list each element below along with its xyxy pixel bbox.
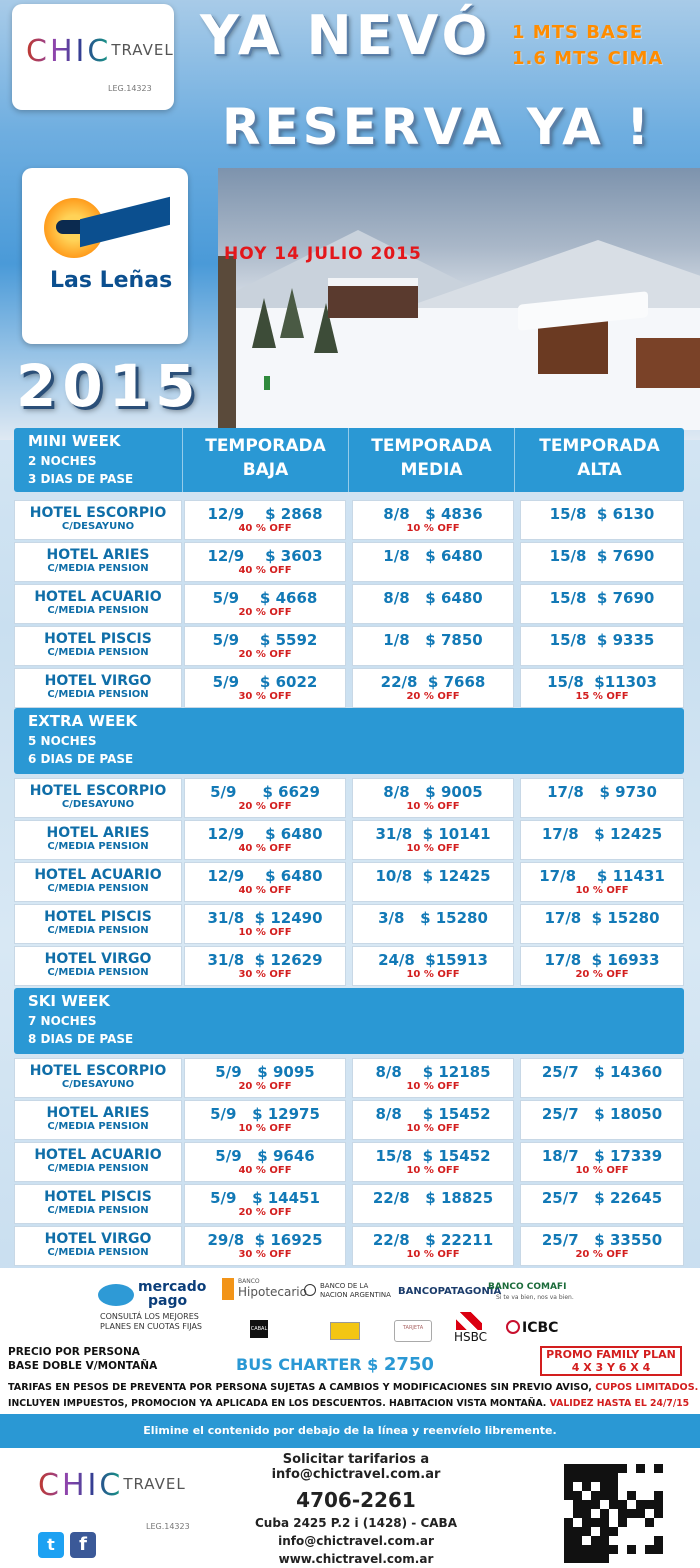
baja-price-cell — [184, 946, 346, 986]
mercadopago-handshake-icon — [98, 1284, 134, 1306]
discount-label: 20 % OFF — [238, 607, 292, 618]
hotel-sub: C/MEDIA PENSION — [47, 1247, 149, 1258]
address: Cuba 2425 P.2 i (1428) - CABA — [255, 1516, 457, 1530]
media-price-cell — [352, 668, 514, 708]
hotel-sub: C/MEDIA PENSION — [47, 967, 149, 978]
price-value: 15/8 $ 6130 — [549, 505, 655, 523]
discount-label: 10 % OFF — [406, 969, 460, 980]
year-title: 2015 — [16, 352, 202, 420]
hotel-sub: C/MEDIA PENSION — [47, 1121, 149, 1132]
snow-base-note: 1 MTS BASE — [512, 22, 644, 43]
table-row — [14, 1226, 684, 1266]
nacion-icon — [304, 1284, 316, 1296]
hotel-name: HOTEL PISCIS — [44, 1189, 152, 1205]
disclaimer-line2 — [8, 1398, 689, 1409]
alta-price-cell — [520, 626, 684, 666]
discount-label: 20 % OFF — [238, 1207, 292, 1218]
section-pass-days: 8 DIAS DE PASE — [28, 1032, 134, 1046]
price-value: 3/8 $ 15280 — [378, 909, 488, 927]
hotel-cell — [14, 862, 182, 902]
table-row — [14, 1184, 684, 1224]
icbc-icon — [506, 1320, 520, 1334]
price-value: 5/9 $ 9646 — [215, 1147, 315, 1165]
discount-label: 20 % OFF — [238, 649, 292, 660]
hotel-name: HOTEL PISCIS — [44, 631, 152, 647]
price-value: 10/8 $ 12425 — [375, 867, 491, 885]
price-value: 8/8 $ 12185 — [375, 1063, 491, 1081]
price-value: 5/9 $ 4668 — [212, 589, 318, 607]
hotel-cell — [14, 542, 182, 582]
alta-price-cell — [520, 946, 684, 986]
footer — [0, 1448, 700, 1568]
website-link[interactable]: www.chictravel.com.ar — [278, 1552, 434, 1566]
table-row — [14, 904, 684, 944]
hotel-sub: C/MEDIA PENSION — [47, 689, 149, 700]
alta-price-cell — [520, 500, 684, 540]
price-value: 25/7 $ 18050 — [541, 1105, 663, 1123]
discount-label: 40 % OFF — [238, 523, 292, 534]
discount-label: 20 % OFF — [238, 1081, 292, 1092]
banco-comafi-logo[interactable]: BANCO COMAFI — [488, 1282, 567, 1292]
hotel-cell — [14, 778, 182, 818]
contact-block — [208, 1448, 504, 1566]
col-temporada-baja — [182, 428, 348, 492]
alta-price-cell — [520, 1100, 684, 1140]
col-alta-line1: TEMPORADA — [539, 436, 660, 456]
discount-label: 10 % OFF — [406, 1249, 460, 1260]
hotel-name: HOTEL VIRGO — [44, 1231, 152, 1247]
alta-price-cell — [520, 668, 684, 708]
table-row — [14, 946, 684, 986]
discount-label: 30 % OFF — [238, 969, 292, 980]
hotel-cell — [14, 1184, 182, 1224]
mini-week-header — [14, 428, 684, 492]
hotel-name: HOTEL ESCORPIO — [29, 783, 167, 799]
discount-label: 10 % OFF — [238, 927, 292, 938]
footer-logo-chic: CHIC — [38, 1468, 124, 1503]
discount-label: 40 % OFF — [238, 1165, 292, 1176]
footer-chic-logo[interactable] — [38, 1468, 186, 1503]
discount-label: 40 % OFF — [238, 885, 292, 896]
media-price-cell — [352, 820, 514, 860]
baja-price-cell — [184, 1100, 346, 1140]
media-price-cell — [352, 1184, 514, 1224]
hotel-sub: C/DESAYUNO — [61, 799, 135, 810]
facebook-icon[interactable]: f — [70, 1532, 96, 1558]
hotel-name: HOTEL ACUARIO — [34, 589, 162, 605]
section-title: MINI WEEK — [28, 432, 121, 450]
table-row — [14, 1058, 684, 1098]
discount-label: 20 % OFF — [238, 801, 292, 812]
footer-logo-travel: TRAVEL — [123, 1475, 186, 1493]
baja-price-cell — [184, 778, 346, 818]
price-value: 15/8 $ 9335 — [549, 631, 655, 649]
nacion-line1: BANCO DE LA — [320, 1282, 369, 1290]
price-value: 17/8 $ 11431 — [539, 867, 665, 885]
price-per-person: PRECIO POR PERSONA — [8, 1346, 140, 1358]
phone-number[interactable]: 4706-2261 — [296, 1488, 416, 1512]
disclaimer-line1 — [8, 1382, 698, 1393]
logo-legajo: LEG.14323 — [108, 84, 152, 93]
section-title: SKI WEEK — [28, 992, 110, 1010]
price-value: 31/8 $ 10141 — [375, 825, 491, 843]
hotel-sub: C/MEDIA PENSION — [47, 883, 149, 894]
alta-price-cell — [520, 778, 684, 818]
discount-label: 10 % OFF — [406, 523, 460, 534]
resort-name: Las Leñas — [50, 268, 173, 293]
price-value: 5/9 $ 5592 — [212, 631, 318, 649]
media-price-cell — [352, 862, 514, 902]
hsbc-hexagon-icon — [456, 1312, 482, 1330]
price-value: 25/7 $ 33550 — [541, 1231, 663, 1249]
hotel-name: HOTEL VIRGO — [44, 951, 152, 967]
col-temporada-media — [348, 428, 514, 492]
hotel-name: HOTEL PISCIS — [44, 909, 152, 925]
hipotecario-icon — [222, 1278, 234, 1300]
table-row — [14, 668, 684, 708]
col-media-line2: MEDIA — [400, 460, 463, 480]
hotel-sub: C/DESAYUNO — [61, 1079, 135, 1090]
hotel-cell — [14, 1142, 182, 1182]
hotel-name: HOTEL ESCORPIO — [29, 505, 167, 521]
hotel-sub: C/MEDIA PENSION — [47, 647, 149, 658]
table-row — [14, 1142, 684, 1182]
price-value: 22/8 $ 7668 — [380, 673, 486, 691]
price-value: 15/8 $11303 — [547, 673, 657, 691]
table-row — [14, 626, 684, 666]
mp-note-line2: PLANES EN CUOTAS FIJAS — [100, 1322, 203, 1331]
hotel-name: HOTEL VIRGO — [44, 673, 152, 689]
hotel-cell — [14, 1100, 182, 1140]
hotel-sub: C/MEDIA PENSION — [47, 925, 149, 936]
baja-price-cell — [184, 904, 346, 944]
media-price-cell — [352, 904, 514, 944]
hotel-cell — [14, 904, 182, 944]
baja-price-cell — [184, 1184, 346, 1224]
col-temporada-alta — [514, 428, 684, 492]
hsbc-logo[interactable]: HSBC — [454, 1330, 488, 1344]
disclaimer-1a: TARIFAS EN PESOS DE PREVENTA POR PERSONA SUJETAS A CAMBIOS Y MODIFICACIONES SIN PREVIO AVISO, — [8, 1382, 592, 1393]
alta-price-cell — [520, 584, 684, 624]
baja-price-cell — [184, 542, 346, 582]
price-value: 8/8 $ 9005 — [383, 783, 483, 801]
hotel-cell — [14, 820, 182, 860]
twitter-icon[interactable]: t — [38, 1532, 64, 1558]
section-title: EXTRA WEEK — [28, 712, 138, 730]
baja-price-cell — [184, 1142, 346, 1182]
alta-price-cell — [520, 1142, 684, 1182]
baja-price-cell — [184, 1058, 346, 1098]
discount-label: 10 % OFF — [575, 1165, 629, 1176]
hotel-name: HOTEL ESCORPIO — [29, 1063, 167, 1079]
mp-word-2: pago — [148, 1293, 188, 1309]
pricing-notes — [0, 1346, 700, 1414]
discount-label: 10 % OFF — [406, 1081, 460, 1092]
media-price-cell — [352, 584, 514, 624]
table-row — [14, 1100, 684, 1140]
discount-label: 30 % OFF — [238, 691, 292, 702]
section-nights: 5 NOCHES — [28, 734, 97, 748]
headline-reserva-ya: RESERVA YA ! — [222, 98, 654, 156]
price-value: 5/9 $ 12975 — [210, 1105, 320, 1123]
discount-label: 10 % OFF — [406, 843, 460, 854]
ski-week-header — [14, 988, 684, 1054]
chic-travel-logo[interactable] — [12, 4, 174, 110]
price-value: 15/8 $ 15452 — [375, 1147, 491, 1165]
price-value: 15/8 $ 7690 — [549, 547, 655, 565]
baja-price-cell — [184, 668, 346, 708]
mp-word-1: mercado — [138, 1279, 207, 1295]
media-price-cell — [352, 542, 514, 582]
disclaimer-2a: INCLUYEN IMPUESTOS, PROMOCION YA APLICADA EN LOS DESCUENTOS. HABITACION VISTA MONTAÑA. — [8, 1398, 547, 1409]
hotel-cell — [14, 946, 182, 986]
price-value: 5/9 $ 14451 — [210, 1189, 320, 1207]
price-value: 22/8 $ 18825 — [372, 1189, 494, 1207]
col-media-line1: TEMPORADA — [371, 436, 492, 456]
price-value: 17/8 $ 12425 — [541, 825, 663, 843]
price-value: 25/7 $ 22645 — [541, 1189, 663, 1207]
section-pass-days: 3 DIAS DE PASE — [28, 472, 134, 486]
discount-label: 30 % OFF — [238, 1249, 292, 1260]
price-value: 25/7 $ 14360 — [541, 1063, 663, 1081]
hotel-sub: C/MEDIA PENSION — [47, 841, 149, 852]
alta-price-cell — [520, 820, 684, 860]
discount-label: 15 % OFF — [575, 691, 629, 702]
banco-nacion-logo[interactable] — [320, 1282, 391, 1300]
hotel-cell — [14, 1226, 182, 1266]
hotel-cell — [14, 1058, 182, 1098]
promo-line2: 4 X 3 Y 6 X 4 — [571, 1361, 651, 1374]
media-price-cell — [352, 500, 514, 540]
discount-label: 20 % OFF — [575, 1249, 629, 1260]
price-value: 5/9 $ 9095 — [215, 1063, 315, 1081]
baja-price-cell — [184, 500, 346, 540]
discount-label: 10 % OFF — [406, 1165, 460, 1176]
section-pass-days: 6 DIAS DE PASE — [28, 752, 134, 766]
icbc-logo[interactable]: ICBC — [522, 1320, 559, 1336]
price-value: 18/7 $ 17339 — [541, 1147, 663, 1165]
section-nights: 7 NOCHES — [28, 1014, 97, 1028]
footer-logo-legajo: LEG.14323 — [146, 1522, 190, 1531]
discount-label: 10 % OFF — [575, 885, 629, 896]
email-link[interactable]: info@chictravel.com.ar — [278, 1534, 434, 1548]
hotel-name: HOTEL ARIES — [46, 1105, 150, 1121]
banco-patagonia-logo[interactable]: BANCOPATAGONIA — [398, 1286, 502, 1297]
price-value: 5/9 $ 6022 — [212, 673, 318, 691]
baja-price-cell — [184, 820, 346, 860]
media-price-cell — [352, 1142, 514, 1182]
price-value: 5/9 $ 6629 — [210, 783, 320, 801]
price-value: 12/9 $ 6480 — [207, 825, 323, 843]
alta-price-cell — [520, 862, 684, 902]
qr-code[interactable] — [564, 1464, 664, 1564]
hotel-sub: C/MEDIA PENSION — [47, 1163, 149, 1174]
hotel-cell — [14, 584, 182, 624]
tarjeta-logo[interactable]: TARJETA — [394, 1320, 432, 1342]
hipotecario-logo[interactable] — [238, 1278, 307, 1299]
mercadopago-note — [100, 1312, 202, 1332]
price-value: 17/8 $ 9730 — [547, 783, 657, 801]
disclaimer-2b: VALIDEZ HASTA EL 24/7/15 — [549, 1398, 690, 1409]
hipo-small: BANCO — [238, 1278, 260, 1285]
alta-price-cell — [520, 1058, 684, 1098]
media-price-cell — [352, 778, 514, 818]
discount-label: 20 % OFF — [406, 691, 460, 702]
hotel-sub: C/DESAYUNO — [61, 521, 135, 532]
request-line[interactable]: Solicitar tarifarios a info@chictravel.com.ar — [271, 1452, 441, 1482]
alta-price-cell — [520, 542, 684, 582]
media-price-cell — [352, 1100, 514, 1140]
promo-line1: PROMO FAMILY PLAN — [546, 1348, 676, 1361]
price-value: 17/8 $ 15280 — [544, 909, 660, 927]
section-nights: 2 NOCHES — [28, 454, 97, 468]
alta-price-cell — [520, 1226, 684, 1266]
snow-photo — [218, 168, 700, 430]
hotel-name: HOTEL ACUARIO — [34, 1147, 162, 1163]
col-baja-line2: BAJA — [242, 460, 289, 480]
bus-charter-price: 2750 — [383, 1354, 434, 1375]
price-value: 22/8 $ 22211 — [372, 1231, 494, 1249]
cabal-logo[interactable]: CABAL — [250, 1320, 268, 1338]
las-lenas-logo[interactable] — [22, 168, 188, 344]
discount-label: 10 % OFF — [406, 801, 460, 812]
disclaimer-1b: CUPOS LIMITADOS. — [595, 1382, 699, 1393]
bus-charter — [236, 1354, 434, 1375]
col-alta-line2: ALTA — [577, 460, 622, 480]
header — [0, 0, 700, 440]
price-value: 15/8 $ 7690 — [549, 589, 655, 607]
baja-price-cell — [184, 1226, 346, 1266]
table-row — [14, 500, 684, 540]
hotel-cell — [14, 500, 182, 540]
qr-pattern — [564, 1464, 664, 1563]
headline-ya-nevo: YA NEVÓ — [200, 4, 492, 67]
hotel-cell — [14, 626, 182, 666]
discount-label: 20 % OFF — [575, 969, 629, 980]
price-value: 8/8 $ 6480 — [383, 589, 483, 607]
hotel-sub: C/MEDIA PENSION — [47, 1205, 149, 1216]
hotel-name: HOTEL ARIES — [46, 547, 150, 563]
price-value: 12/9 $ 3603 — [207, 547, 323, 565]
unsubscribe-bar: Elimine el contenido por debajo de la línea y reenvíelo libremente. — [0, 1414, 700, 1448]
price-value: 31/8 $ 12629 — [207, 951, 323, 969]
credit-card-icon[interactable] — [330, 1322, 360, 1340]
hotel-name: HOTEL ACUARIO — [34, 867, 162, 883]
discount-label: 40 % OFF — [238, 565, 292, 576]
baja-price-cell — [184, 862, 346, 902]
hipo-name: Hipotecario — [238, 1285, 307, 1299]
table-row — [14, 862, 684, 902]
hotel-sub: C/MEDIA PENSION — [47, 563, 149, 574]
logo-chic-text: CHIC — [26, 34, 112, 69]
discount-label: 10 % OFF — [238, 1123, 292, 1134]
price-value: 12/9 $ 6480 — [207, 867, 323, 885]
price-value: 1/8 $ 6480 — [383, 547, 483, 565]
extra-week-header — [14, 708, 684, 774]
price-value: 8/8 $ 4836 — [383, 505, 483, 523]
price-base: BASE DOBLE V/MONTAÑA — [8, 1360, 158, 1372]
comafi-tagline: Si te va bien, nos va bien. — [496, 1294, 574, 1301]
discount-label: 40 % OFF — [238, 843, 292, 854]
price-value: 1/8 $ 7850 — [383, 631, 483, 649]
price-value: 12/9 $ 2868 — [207, 505, 323, 523]
col-baja-line1: TEMPORADA — [205, 436, 326, 456]
hotel-sub: C/MEDIA PENSION — [47, 605, 149, 616]
alta-price-cell — [520, 1184, 684, 1224]
baja-price-cell — [184, 626, 346, 666]
table-row — [14, 584, 684, 624]
price-value: 17/8 $ 16933 — [544, 951, 660, 969]
photo-date-caption: HOY 14 JULIO 2015 — [224, 244, 422, 264]
logo-travel-text: TRAVEL — [111, 41, 174, 59]
price-value: 24/8 $15913 — [378, 951, 488, 969]
mp-note-line1: CONSULTÁ LOS MEJORES — [100, 1312, 199, 1321]
alta-price-cell — [520, 904, 684, 944]
price-value: 31/8 $ 12490 — [207, 909, 323, 927]
baja-price-cell — [184, 584, 346, 624]
bus-charter-label: BUS CHARTER $ — [236, 1355, 379, 1374]
table-row — [14, 542, 684, 582]
price-value: 29/8 $ 16925 — [207, 1231, 323, 1249]
hotel-cell — [14, 668, 182, 708]
discount-label: 10 % OFF — [406, 1123, 460, 1134]
nacion-line2: NACION ARGENTINA — [320, 1291, 391, 1299]
mercadopago-logo[interactable] — [138, 1280, 206, 1308]
table-row — [14, 778, 684, 818]
snow-top-note: 1.6 MTS CIMA — [512, 48, 664, 69]
table-row — [14, 820, 684, 860]
media-price-cell — [352, 1058, 514, 1098]
media-price-cell — [352, 946, 514, 986]
hotel-name: HOTEL ARIES — [46, 825, 150, 841]
media-price-cell — [352, 1226, 514, 1266]
media-price-cell — [352, 626, 514, 666]
promo-family-plan — [540, 1346, 682, 1376]
price-value: 8/8 $ 15452 — [375, 1105, 491, 1123]
